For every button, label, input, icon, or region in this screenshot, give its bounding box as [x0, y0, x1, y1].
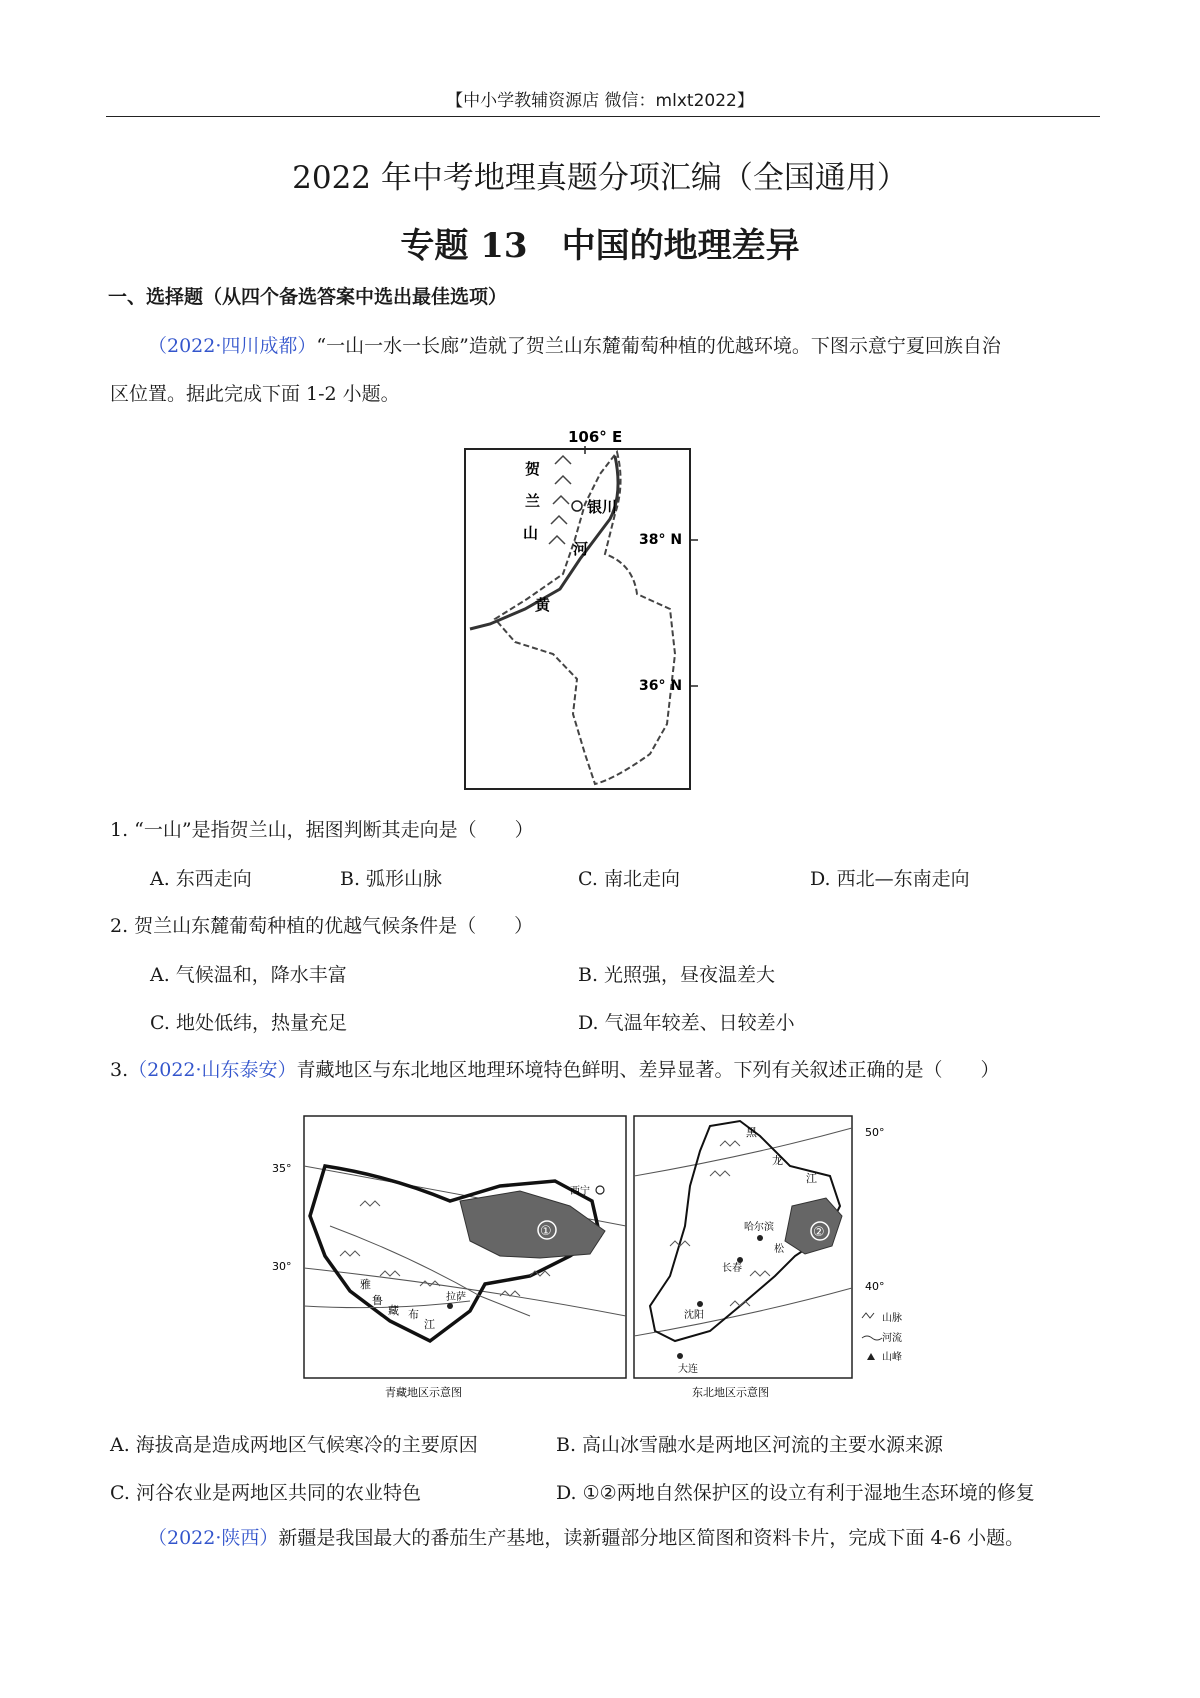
- circle1-label: ①: [540, 1224, 552, 1239]
- q1-stem: 1. “一山”是指贺兰山，据图判断其走向是（ ）: [110, 819, 534, 841]
- xining-label: 西宁: [570, 1186, 590, 1197]
- legend-mountain-label: 山脉: [882, 1313, 902, 1324]
- section-heading: 一、选择题（从四个备选答案中选出最佳选项）: [108, 286, 508, 308]
- q2-option-b[interactable]: B. 光照强，昼夜温差大: [578, 964, 776, 986]
- q2-option-d[interactable]: D. 气温年较差、日较差小: [578, 1012, 795, 1034]
- yarlung-char-2: 鲁: [372, 1294, 383, 1307]
- q1-option-a[interactable]: A. 东西走向: [150, 868, 252, 890]
- river-char-2: 黄: [535, 596, 551, 614]
- mountain-char-2: 兰: [525, 492, 541, 510]
- yinchuan-label: 银川: [587, 498, 618, 516]
- changchun-label: 长春: [722, 1263, 742, 1274]
- river-char-1: 河: [573, 540, 589, 558]
- dalian-marker: [677, 1353, 683, 1359]
- intro1-text-1: “一山一水一长廊”造就了贺兰山东麓葡萄种植的优越环境。下图示意宁夏回族自治: [316, 335, 1001, 357]
- q3-option-a[interactable]: A. 海拔高是造成两地区气候寒冷的主要原因: [110, 1434, 478, 1456]
- page-header: 【中小学教辅资源店 微信：mlxt2022】: [446, 91, 754, 111]
- lat38-label: 38° N: [639, 532, 683, 548]
- q3-option-d[interactable]: D. ①②两地自然保护区的设立有利于湿地生态环境的修复: [556, 1482, 1035, 1504]
- legend-river-icon: [862, 1336, 882, 1340]
- intro1-text-2: 区位置。据此完成下面 1-2 小题。: [110, 383, 400, 405]
- legend-mountain-icon: [862, 1313, 874, 1318]
- heilong-char-3: 江: [806, 1172, 817, 1185]
- left-map-caption: 青藏地区示意图: [385, 1386, 462, 1399]
- heilong-char-1: 黑: [746, 1126, 757, 1139]
- q1-option-c[interactable]: C. 南北走向: [578, 868, 680, 890]
- lhasa-label: 拉萨: [446, 1292, 466, 1303]
- document-subtitle: 专题 13 中国的地理差异: [400, 226, 800, 266]
- yarlung-char-4: 布: [408, 1308, 419, 1321]
- lon-label: 106° E: [568, 428, 623, 446]
- intro2-source: （2022·陕西）: [148, 1527, 279, 1549]
- q2-stem: 2. 贺兰山东麓葡萄种植的优越气候条件是（ ）: [110, 915, 534, 937]
- q3-option-b[interactable]: B. 高山冰雪融水是两地区河流的主要水源来源: [556, 1434, 944, 1456]
- lat35-label: 35°: [272, 1162, 292, 1175]
- lat50-label: 50°: [865, 1126, 885, 1139]
- shenyang-label: 沈阳: [684, 1310, 704, 1321]
- heilong-char-2: 龙: [772, 1154, 783, 1167]
- intro2-text: 新疆是我国最大的番茄生产基地，读新疆部分地区简图和资料卡片，完成下面 4-6 小题。: [278, 1527, 1025, 1549]
- legend-river-label: 河流: [882, 1333, 902, 1344]
- circle2-label: ②: [813, 1225, 825, 1240]
- lat36-label: 36° N: [639, 678, 683, 694]
- yarlung-char-5: 江: [424, 1318, 435, 1331]
- lat40-label: 40°: [865, 1280, 885, 1293]
- region-comparison-map: [270, 1106, 930, 1406]
- song-label: 松: [774, 1244, 784, 1255]
- mountain-char-1: 贺: [525, 460, 541, 478]
- shenyang-marker: [697, 1301, 703, 1307]
- intro1-line1: [148, 332, 1001, 360]
- xining-marker: [596, 1186, 604, 1194]
- map-legend: [862, 1311, 902, 1363]
- q1-option-d[interactable]: D. 西北—东南走向: [810, 868, 970, 890]
- intro2-line: [148, 1524, 1024, 1552]
- q2-option-c[interactable]: C. 地处低纬，热量充足: [150, 1012, 347, 1034]
- document-title: 2022 年中考地理真题分项汇编（全国通用）: [292, 160, 908, 196]
- q3-stem: 青藏地区与东北地区地理环境特色鲜明、差异显著。下列有关叙述正确的是（ ）: [296, 1059, 1000, 1081]
- q3-number: 3.: [110, 1059, 129, 1081]
- q1-option-b[interactable]: B. 弧形山脉: [340, 868, 443, 890]
- legend-peak-icon: [867, 1353, 875, 1360]
- harbin-label: 哈尔滨: [744, 1222, 774, 1233]
- lhasa-marker: [447, 1303, 453, 1309]
- mountain-char-3: 山: [523, 524, 539, 542]
- q3-stem-line: [110, 1056, 1000, 1084]
- q3-source: （2022·山东泰安）: [128, 1059, 297, 1081]
- intro1-source: （2022·四川成都）: [148, 335, 317, 357]
- q2-option-a[interactable]: A. 气候温和，降水丰富: [150, 964, 347, 986]
- yarlung-char-1: 雅: [360, 1278, 371, 1291]
- header-divider: [106, 116, 1100, 117]
- harbin-marker: [757, 1235, 763, 1241]
- yarlung-char-3: 藏: [388, 1304, 399, 1317]
- right-map-caption: 东北地区示意图: [692, 1386, 769, 1399]
- legend-peak-label: 山峰: [882, 1352, 902, 1363]
- ningxia-map: [455, 424, 755, 794]
- q3-option-c[interactable]: C. 河谷农业是两地区共同的农业特色: [110, 1482, 421, 1504]
- dalian-label: 大连: [678, 1364, 698, 1375]
- lat30-label: 30°: [272, 1260, 292, 1273]
